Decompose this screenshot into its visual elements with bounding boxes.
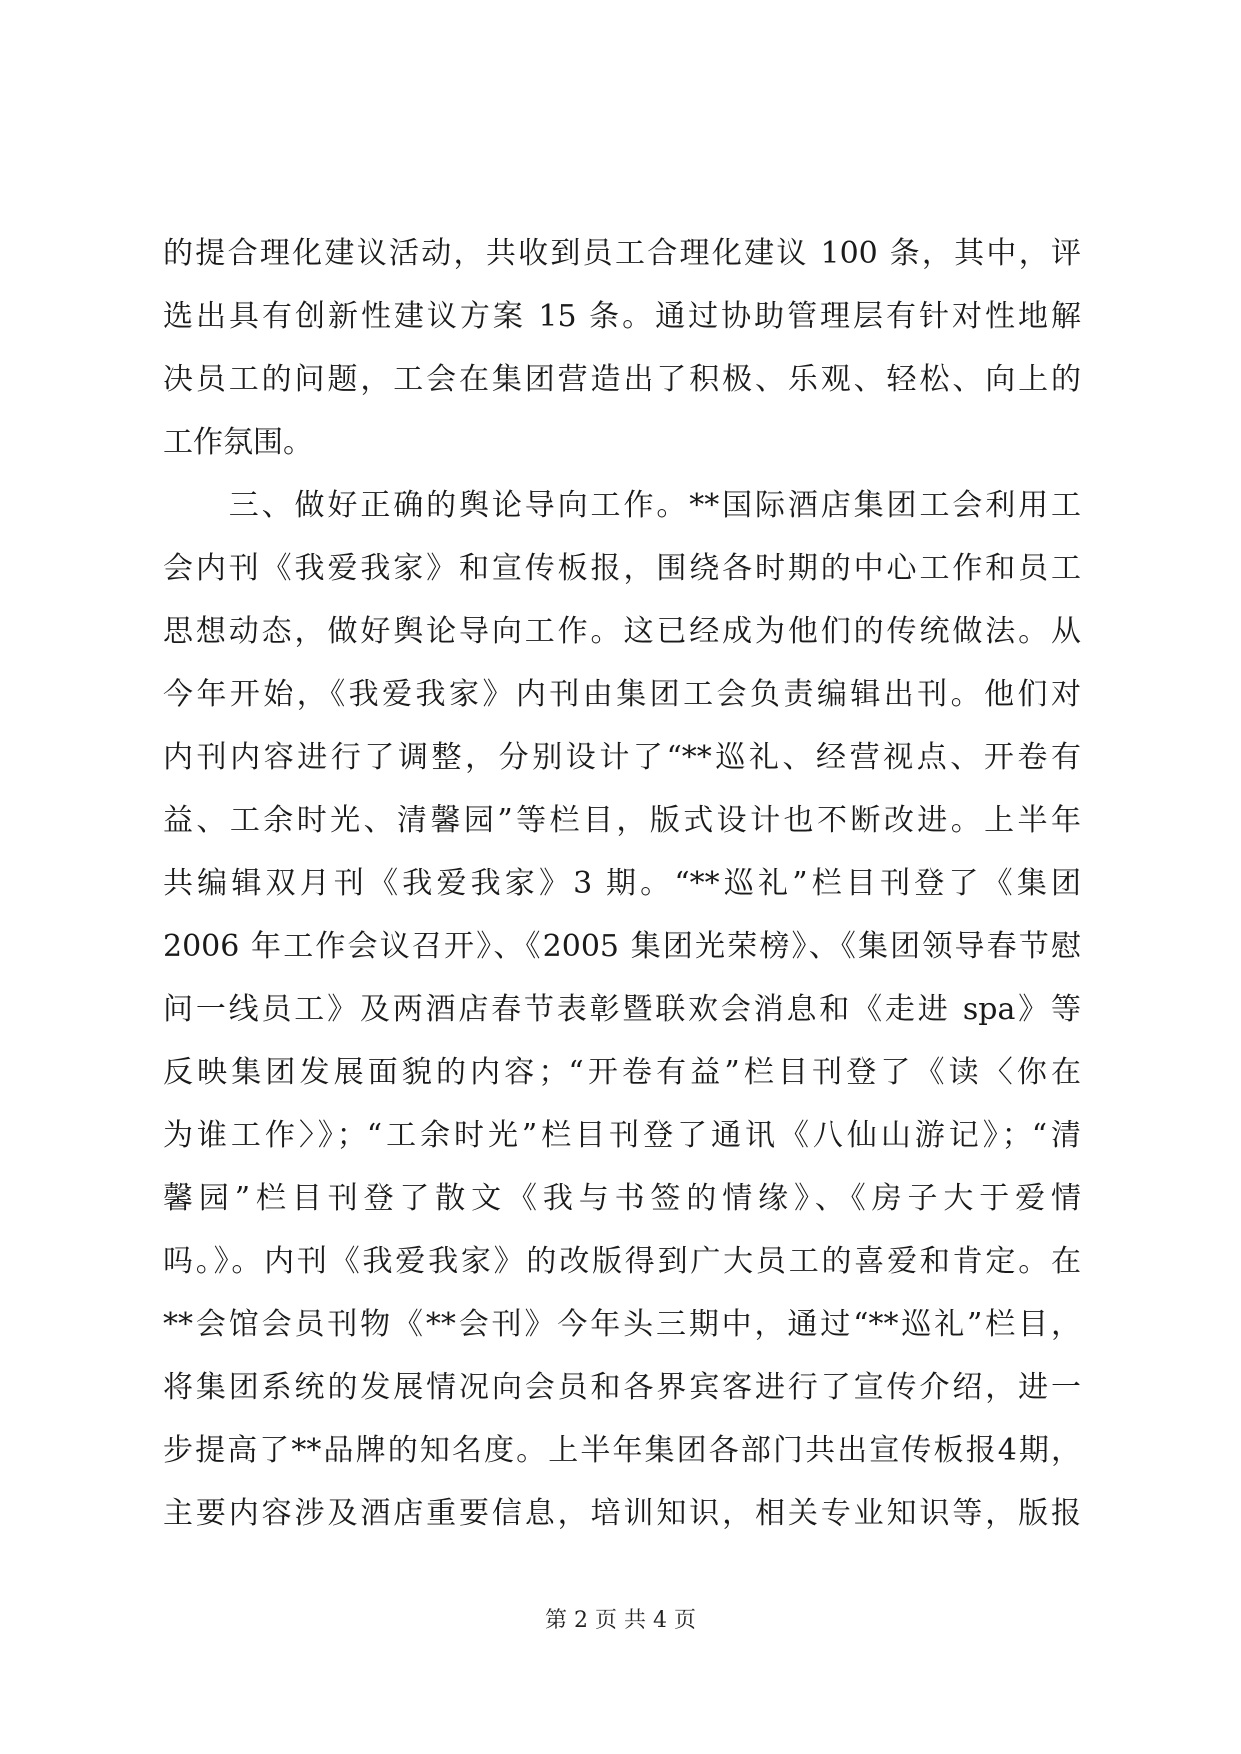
text-line-19: 将集团系统的发展情况向会员和各界宾客进行了宣传介绍，进一: [163, 1370, 1081, 1405]
text-line-21: 主要内容涉及酒店重要信息，培训知识，相关专业知识等，版报: [163, 1496, 1081, 1531]
page-footer: [0, 1606, 1241, 1636]
page-number-label: 第 2 页 共 4 页: [545, 1608, 696, 1633]
body-text: [163, 222, 1081, 1545]
text-line-5: 三、做好正确的舆论导向工作。**国际酒店集团工会利用工: [163, 488, 1081, 523]
text-line-10: 益、工余时光、清馨园”等栏目，版式设计也不断改进。上半年: [163, 803, 1081, 838]
text-line-11: 共编辑双月刊《我爱我家》3 期。“**巡礼”栏目刊登了《集团: [163, 866, 1081, 901]
text-line-1: 的提合理化建议活动，共收到员工合理化建议 100 条，其中，评: [163, 236, 1081, 271]
text-line-20: 步提高了**品牌的知名度。上半年集团各部门共出宣传板报4期，: [163, 1433, 1081, 1468]
text-line-17: 吗。》。内刊《我爱我家》的改版得到广大员工的喜爱和肯定。在: [163, 1244, 1081, 1279]
text-line-8: 今年开始，《我爱我家》内刊由集团工会负责编辑出刊。他们对: [163, 677, 1081, 712]
text-line-12: 2006 年工作会议召开》、《2005 集团光荣榜》、《集团领导春节慰: [163, 929, 1081, 964]
text-line-2: 选出具有创新性建议方案 15 条。通过协助管理层有针对性地解: [163, 299, 1081, 334]
text-line-3: 决员工的问题，工会在集团营造出了积极、乐观、轻松、向上的: [163, 362, 1081, 397]
text-line-7: 思想动态，做好舆论导向工作。这已经成为他们的传统做法。从: [163, 614, 1081, 649]
text-line-16: 馨园”栏目刊登了散文《我与书签的情缘》、《房子大于爱情: [163, 1181, 1081, 1216]
text-line-6: 会内刊《我爱我家》和宣传板报，围绕各时期的中心工作和员工: [163, 551, 1081, 586]
text-line-13: 问一线员工》及两酒店春节表彰暨联欢会消息和《走进 spa》等: [163, 992, 1081, 1027]
text-line-18: **会馆会员刊物《**会刊》今年头三期中，通过“**巡礼”栏目，: [163, 1307, 1081, 1342]
text-line-15: 为谁工作〉》；“工余时光”栏目刊登了通讯《八仙山游记》；“清: [163, 1118, 1081, 1153]
text-line-9: 内刊内容进行了调整，分别设计了“**巡礼、经营视点、开卷有: [163, 740, 1081, 775]
text-line-14: 反映集团发展面貌的内容；“开卷有益”栏目刊登了《读〈你在: [163, 1055, 1081, 1090]
text-line-4: 工作氛围。: [163, 425, 313, 460]
